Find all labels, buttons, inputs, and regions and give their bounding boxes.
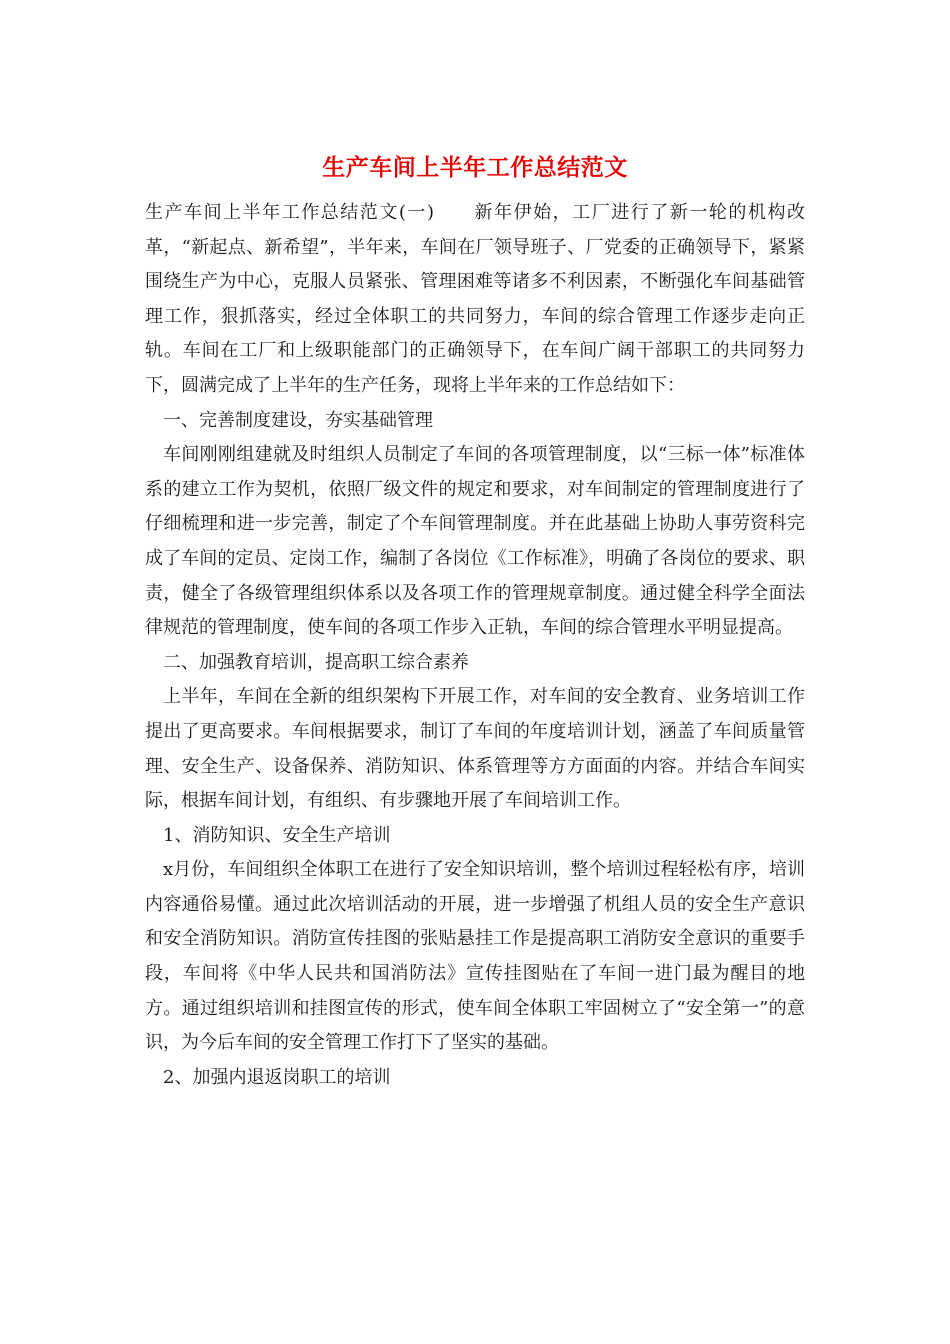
body-paragraph: 车间刚刚组建就及时组织人员制定了车间的各项管理制度，以“三标一体”标准体系的建立工作为契机，依照厂级文件的规定和要求，对车间制定的管理制度进行了仔细梳理和进一步完善，制定了个车间管理制度。并在此基础上协助人事劳资科完成了车间的定员、定岗工作，编制了各岗位《工作标准》，明确了各岗位的要求、职责，健全了各级管理组织体系以及各项工作的管理规章制度。通过健全科学全面法律规范的管理制度，使车间的各项工作步入正轨，车间的综合管理水平明显提高。 <box>145 444 805 639</box>
document-body <box>145 196 805 1095</box>
subsection-heading-1: 1、消防知识、安全生产培训 <box>163 824 391 846</box>
intro-paragraph: 生产车间上半年工作总结范文(一) 新年伊始，工厂进行了新一轮的机构改革，“新起点、新希望”，半年来，车间在厂领导班子、厂党委的正确领导下，紧紧围绕生产为中心，克服人员紧张、管理困难等诸多不利因素，不断强化车间基础管理工作，狠抓落实，经过全体职工的共同努力，车间的综合管理工作逐步走向正轨。车间在工厂和上级职能部门的正确领导下，在车间广阔干部职工的共同努力下，圆满完成了上半年的生产任务，现将上半年来的工作总结如下： <box>145 202 805 396</box>
body-paragraph: x月份，车间组织全体职工在进行了安全知识培训，整个培训过程轻松有序，培训内容通俗易懂。通过此次培训活动的开展，进一步增强了机组人员的安全生产意识和安全消防知识。消防宣传挂图的张贴悬挂工作是提高职工消防安全意识的重要手段，车间将《中华人民共和国消防法》宣传挂图贴在了车间一进门最为醒目的地方。通过组织培训和挂图宣传的形式，使车间全体职工牢固树立了“安全第一”的意识，为今后车间的安全管理工作打下了坚实的基础。 <box>145 859 805 1054</box>
subsection-heading-2: 2、加强内退返岗职工的培训 <box>163 1066 391 1088</box>
document-title: 生产车间上半年工作总结范文 <box>322 154 628 181</box>
section-heading-1: 一、完善制度建设，夯实基础管理 <box>163 409 433 431</box>
section-heading-2: 二、加强教育培训，提高职工综合素养 <box>163 651 469 673</box>
body-paragraph: 上半年，车间在全新的组织架构下开展工作，对车间的安全教育、业务培训工作提出了更高要求。车间根据要求，制订了车间的年度培训计划，涵盖了车间质量管理、安全生产、设备保养、消防知识、体系管理等方方面面的内容。并结合车间实际，根据车间计划，有组织、有步骤地开展了车间培训工作。 <box>145 686 805 812</box>
